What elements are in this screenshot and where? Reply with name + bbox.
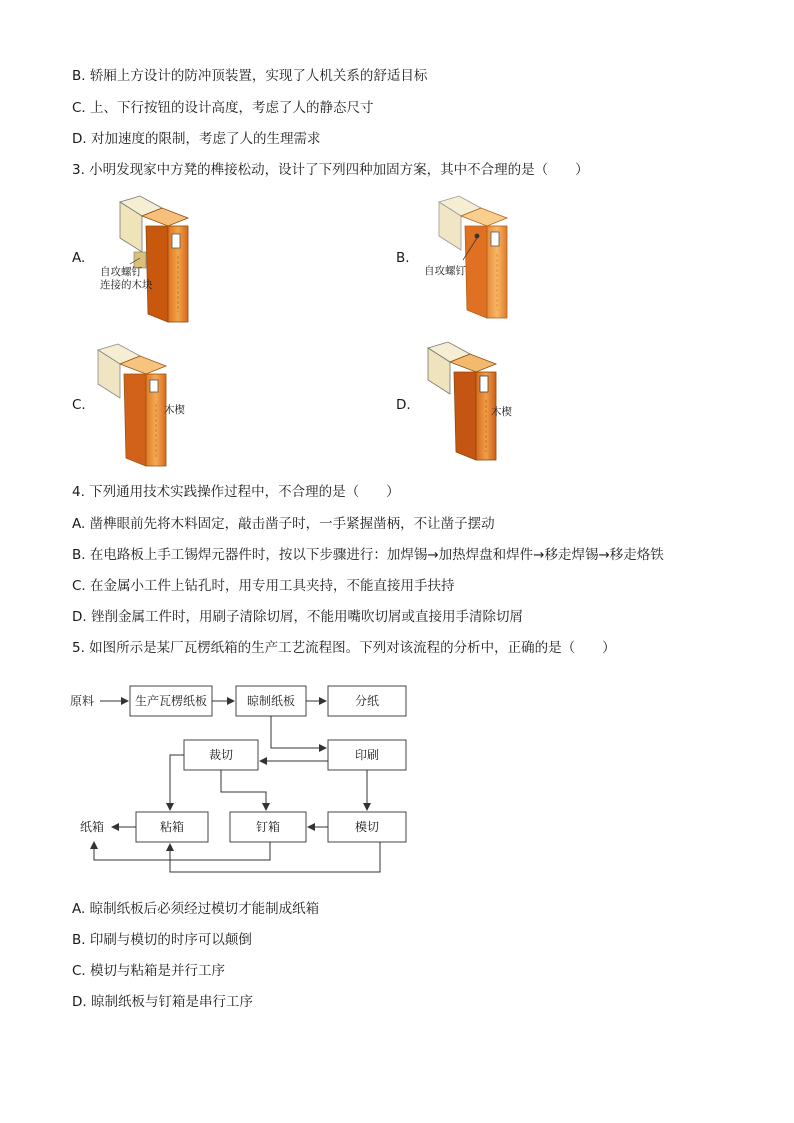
q5-option-b: B. 印刷与模切的时序可以颠倒 [72, 932, 252, 948]
flow-cut: 裁切 [208, 748, 234, 762]
flow-make: 生产瓦楞纸板 [134, 694, 208, 708]
q5-option-c: C. 模切与粘箱是并行工序 [72, 963, 226, 979]
q3-figure-b-caption: 自攻螺钉 [424, 265, 466, 277]
flow-raw: 原料 [70, 694, 95, 708]
q3-label-d: D. [396, 397, 411, 413]
q3-stem: 3. 小明发现家中方凳的榫接松动，设计了下列四种加固方案，其中不合理的是（ ） [72, 162, 589, 178]
q4-option-b: B. 在电路板上手工锡焊元器件时，按以下步骤进行：加焊锡→加热焊盘和焊件→移走焊锡→移走烙铁 [72, 547, 664, 563]
q4-stem: 4. 下列通用技术实践操作过程中，不合理的是（ ） [72, 484, 400, 500]
q3-figure-b [425, 194, 535, 324]
q2-option-b: B. 轿厢上方设计的防冲顶装置，实现了人机关系的舒适目标 [72, 68, 428, 84]
flow-glue: 粘箱 [159, 820, 185, 834]
q3-label-c: C. [72, 397, 86, 413]
q3-figure-d-caption: 木楔 [491, 406, 512, 418]
q5-option-d: D. 晾制纸板与钉箱是串行工序 [72, 994, 253, 1010]
flow-die: 模切 [354, 820, 380, 834]
q4-option-d: D. 锉削金属工件时，用刷子清除切屑，不能用嘴吹切屑或直接用手清除切屑 [72, 609, 523, 625]
q5-option-a: A. 晾制纸板后必须经过模切才能制成纸箱 [72, 901, 320, 917]
q3-figure-c-caption: 木楔 [164, 404, 185, 416]
q3-label-b: B. [396, 250, 410, 266]
flow-dry: 晾制纸板 [246, 694, 296, 708]
q3-label-a: A. [72, 250, 86, 266]
q5-stem: 5. 如图所示是某厂瓦楞纸箱的生产工艺流程图。下列对该流程的分析中，正确的是（ ） [72, 640, 616, 656]
q4-option-a: A. 凿榫眼前先将木料固定，敲击凿子时，一手紧握凿柄，不让凿子摆动 [72, 516, 495, 532]
q3-figure-a-caption-2: 连接的木块 [100, 279, 153, 291]
flow-nail: 钉箱 [255, 820, 281, 834]
q2-option-c: C. 上、下行按钮的设计高度，考虑了人的静态尺寸 [72, 100, 374, 116]
q4-option-c: C. 在金属小工件上钻孔时，用专用工具夹持，不能直接用手扶持 [72, 578, 455, 594]
flow-split: 分纸 [354, 694, 380, 708]
flow-print: 印刷 [354, 748, 380, 762]
q3-figure-a-caption-1: 自攻螺钉 [100, 266, 142, 278]
q3-figure-d [420, 340, 530, 464]
q3-figure-a-caption [100, 266, 153, 292]
q2-option-d: D. 对加速度的限制，考虑了人的生理需求 [72, 131, 321, 147]
flow-box: 纸箱 [80, 820, 105, 834]
q5-flowchart [70, 682, 420, 882]
q3-figure-a [90, 194, 210, 326]
